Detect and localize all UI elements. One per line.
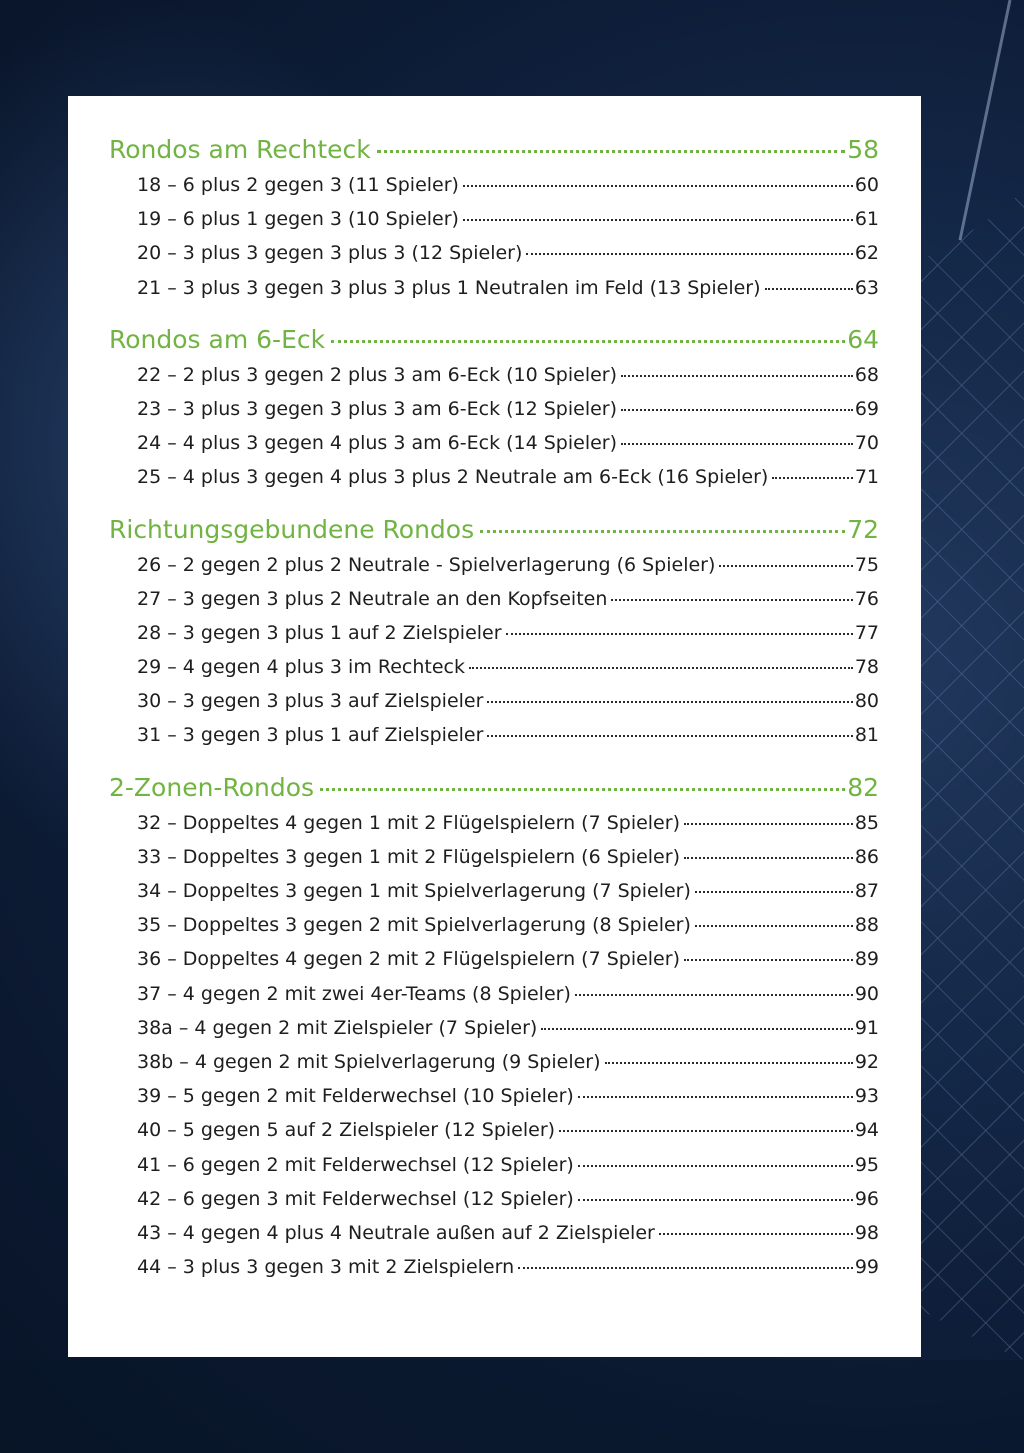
toc-entry[interactable]	[109, 236, 879, 270]
entry-page-number: 88	[854, 914, 879, 937]
entry-page-number: 95	[854, 1153, 879, 1176]
entry-title: 34 – Doppeltes 3 gegen 1 mit Spielverlagerung (7 Spieler)	[137, 880, 691, 902]
table-of-contents	[109, 132, 879, 1301]
entry-title: 26 – 2 gegen 2 plus 2 Neutrale - Spielverlagerung (6 Spieler)	[137, 553, 716, 576]
toc-entry[interactable]	[109, 582, 879, 616]
dot-leader	[320, 788, 845, 791]
toc-section-heading[interactable]	[109, 512, 879, 548]
entry-page-number: 99	[854, 1256, 879, 1279]
entry-page-number: 86	[854, 845, 879, 868]
dot-leader	[719, 565, 852, 567]
dot-leader	[611, 599, 852, 601]
section-page-number: 64	[847, 324, 879, 354]
toc-entry[interactable]	[109, 358, 879, 392]
entry-title: 20 – 3 plus 3 gegen 3 plus 3 (12 Spieler)	[137, 242, 523, 265]
dot-leader	[695, 925, 853, 927]
entry-title: 37 – 4 gegen 2 mit zwei 4er-Teams (8 Spieler)	[137, 982, 571, 1005]
entry-title: 24 – 4 plus 3 gegen 4 plus 3 am 6-Eck (14 Spieler)	[137, 432, 618, 455]
dot-leader	[684, 857, 853, 859]
entry-title: 32 – Doppeltes 4 gegen 1 mit 2 Flügelspielern (7 Spieler)	[137, 811, 680, 834]
toc-entry[interactable]	[109, 392, 879, 426]
dot-leader	[331, 340, 845, 343]
dot-leader	[469, 667, 853, 669]
dot-leader	[487, 735, 852, 737]
entry-title: 18 – 6 plus 2 gegen 3 (11 Spieler)	[137, 174, 459, 196]
entry-title: 30 – 3 gegen 3 plus 3 auf Zielspieler	[137, 690, 484, 713]
section-title: Rondos am Rechteck	[109, 135, 371, 164]
dot-leader	[575, 994, 853, 996]
entry-page-number: 70	[854, 432, 879, 455]
dot-leader	[605, 1062, 853, 1064]
toc-entry[interactable]	[109, 1216, 879, 1250]
toc-entry[interactable]	[109, 202, 879, 236]
toc-entry[interactable]	[109, 1045, 879, 1079]
entry-page-number: 60	[854, 174, 879, 196]
toc-entry[interactable]	[109, 548, 879, 582]
entry-title: 23 – 3 plus 3 gegen 3 plus 3 am 6-Eck (12 Spieler)	[137, 397, 618, 420]
toc-section-group	[109, 770, 879, 1285]
entry-title: 31 – 3 gegen 3 plus 1 auf Zielspieler	[137, 724, 484, 747]
toc-entry[interactable]	[109, 977, 879, 1011]
section-page-number: 72	[847, 514, 879, 544]
dot-leader	[578, 1165, 853, 1167]
dot-leader	[377, 150, 845, 153]
entry-title: 42 – 6 gegen 3 mit Felderwechsel (12 Spieler)	[137, 1187, 574, 1210]
toc-section-group	[109, 512, 879, 753]
entry-page-number: 80	[854, 690, 879, 713]
entry-title: 29 – 4 gegen 4 plus 3 im Rechteck	[137, 656, 465, 679]
toc-entry[interactable]	[109, 718, 879, 752]
entry-title: 40 – 5 gegen 5 auf 2 Zielspieler (12 Spieler)	[137, 1119, 556, 1142]
section-title: 2-Zonen-Rondos	[109, 772, 315, 802]
toc-entry[interactable]	[109, 460, 879, 494]
toc-entry[interactable]	[109, 684, 879, 718]
toc-entry[interactable]	[109, 1182, 879, 1216]
dot-leader	[463, 185, 853, 187]
dot-leader	[487, 701, 852, 703]
entry-page-number: 93	[854, 1085, 879, 1108]
entry-page-number: 71	[854, 466, 879, 489]
dot-leader	[506, 633, 853, 635]
entry-title: 39 – 5 gegen 2 mit Felderwechsel (10 Spieler)	[137, 1085, 574, 1108]
entry-page-number: 76	[854, 587, 879, 610]
dot-leader	[621, 375, 853, 377]
dot-leader	[772, 477, 852, 479]
toc-section-heading[interactable]	[109, 132, 879, 168]
toc-section-heading[interactable]	[109, 322, 879, 358]
toc-entry[interactable]	[109, 908, 879, 942]
toc-entry[interactable]	[109, 426, 879, 460]
entry-title: 19 – 6 plus 1 gegen 3 (10 Spieler)	[137, 208, 459, 231]
toc-entry[interactable]	[109, 806, 879, 840]
entry-title: 43 – 4 gegen 4 plus 4 Neutrale außen auf 2 Zielspieler	[137, 1221, 655, 1244]
entry-page-number: 85	[854, 811, 879, 834]
entry-title: 28 – 3 gegen 3 plus 1 auf 2 Zielspieler	[137, 621, 502, 644]
entry-title: 41 – 6 gegen 2 mit Felderwechsel (12 Spieler)	[137, 1153, 574, 1176]
entry-page-number: 81	[854, 724, 879, 747]
entry-title: 38b – 4 gegen 2 mit Spielverlagerung (9 Spieler)	[137, 1050, 601, 1073]
toc-section-group	[109, 322, 879, 495]
entry-title: 36 – Doppeltes 4 gegen 2 mit 2 Flügelspielern (7 Spieler)	[137, 948, 680, 971]
dot-leader	[463, 219, 853, 221]
toc-entry[interactable]	[109, 650, 879, 684]
section-title: Richtungsgebundene Rondos	[109, 514, 475, 544]
entry-title: 27 – 3 gegen 3 plus 2 Neutrale an den Kopfseiten	[137, 587, 608, 610]
dot-leader	[684, 823, 853, 825]
toc-entry[interactable]	[109, 874, 879, 908]
toc-entry[interactable]	[109, 271, 879, 305]
entry-title: 38a – 4 gegen 2 mit Zielspieler (7 Spieler)	[137, 1016, 538, 1039]
entry-page-number: 91	[854, 1016, 879, 1039]
toc-page	[68, 96, 921, 1357]
dot-leader	[578, 1199, 853, 1201]
toc-entry[interactable]	[109, 616, 879, 650]
dot-leader	[659, 1233, 853, 1235]
entry-page-number: 96	[854, 1187, 879, 1210]
section-page-number: 58	[847, 135, 879, 164]
entry-title: 22 – 2 plus 3 gegen 2 plus 3 am 6-Eck (10 Spieler)	[137, 363, 618, 386]
toc-entry[interactable]	[109, 1250, 879, 1284]
toc-entry[interactable]	[109, 1113, 879, 1147]
entry-page-number: 98	[854, 1221, 879, 1244]
toc-section-group	[109, 132, 879, 305]
section-page-number: 82	[847, 772, 879, 802]
entry-page-number: 69	[854, 397, 879, 420]
dot-leader	[559, 1130, 853, 1132]
entry-page-number: 63	[854, 276, 879, 299]
dot-leader	[526, 253, 852, 255]
entry-page-number: 78	[854, 656, 879, 679]
entry-page-number: 90	[854, 982, 879, 1005]
entry-title: 33 – Doppeltes 3 gegen 1 mit 2 Flügelspielern (6 Spieler)	[137, 845, 680, 868]
toc-entry[interactable]	[109, 1148, 879, 1182]
toc-entry[interactable]	[109, 1011, 879, 1045]
toc-entry[interactable]	[109, 942, 879, 976]
section-title: Rondos am 6-Eck	[109, 324, 326, 354]
entry-page-number: 62	[854, 242, 879, 265]
entry-page-number: 87	[854, 880, 879, 902]
dot-leader	[480, 530, 845, 533]
entry-title: 21 – 3 plus 3 gegen 3 plus 3 plus 1 Neutralen im Feld (13 Spieler)	[137, 276, 761, 299]
entry-title: 44 – 3 plus 3 gegen 3 mit 2 Zielspielern	[137, 1256, 515, 1279]
entry-title: 35 – Doppeltes 3 gegen 2 mit Spielverlagerung (8 Spieler)	[137, 914, 691, 937]
entry-page-number: 77	[854, 621, 879, 644]
entry-page-number: 92	[854, 1050, 879, 1073]
dot-leader	[765, 288, 853, 290]
entry-page-number: 75	[854, 553, 879, 576]
entry-page-number: 89	[854, 948, 879, 971]
entry-page-number: 61	[854, 208, 879, 231]
toc-entry[interactable]	[109, 1079, 879, 1113]
dot-leader	[621, 443, 853, 445]
toc-section-heading[interactable]	[109, 770, 879, 806]
dot-leader	[518, 1267, 853, 1269]
toc-entry[interactable]	[109, 840, 879, 874]
toc-entry[interactable]	[109, 168, 879, 202]
dot-leader	[621, 409, 853, 411]
entry-page-number: 94	[854, 1119, 879, 1142]
dot-leader	[695, 891, 853, 893]
dot-leader	[684, 959, 853, 961]
dot-leader	[541, 1028, 852, 1030]
dot-leader	[578, 1096, 853, 1098]
entry-title: 25 – 4 plus 3 gegen 4 plus 3 plus 2 Neutrale am 6-Eck (16 Spieler)	[137, 466, 769, 489]
entry-page-number: 68	[854, 363, 879, 386]
